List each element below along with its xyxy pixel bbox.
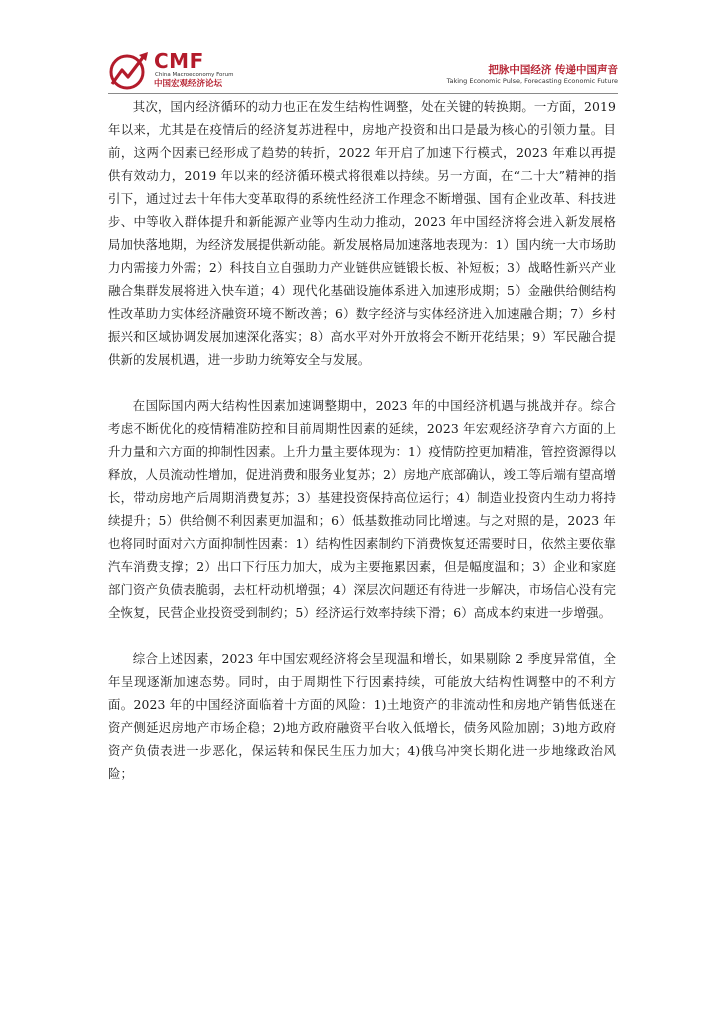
paragraph-2: 在国际国内两大结构性因素加速调整期中，2023 年的中国经济机遇与挑战并存。综合考虑不断优化的疫情精准防控和目前周期性因素的延续，2023 年宏观经济孕育六方面的上升力量和六方面的抑制性因素。上升力量主要体现为：1）疫情防控更加精准，管控资源得以释放，人员流动性增加，促进消费和服务业复苏；2）房地产底部确认，竣工等后端有望高增长，带动房地产后周期消费复苏；3）基建投资保持高位运行；4）制造业投资内生动力将持续提升；5）供给侧不利因素更加温和；6）低基数推动同比增速。与之对照的是，2023 年也将同时面对六方面抑制性因素：1）结构性因素制约下消费恢复还需要时日，依然主要依靠汽车消费支撑；2）出口下行压力加大，成为主要拖累因素，但是幅度温和；3）企业和家庭部门资产负债表脆弱，去杠杆动机增强；4）深层次问题还有待进一步解决，市场信心没有完全恢复，民营企业投资受到制约；5）经济运行效率持续下滑；6）高成本约束进一步增强。 <box>108 398 616 620</box>
logo-text: CMF <box>154 49 204 73</box>
header-slogan <box>447 64 618 86</box>
paragraph-3: 综合上述因素，2023 年中国宏观经济将会呈现温和增长，如果剔除 2 季度异常值，全年呈现逐渐加速态势。同时，由于周期性下行因素持续，可能放大结构性调整中的不利方面。2023 年的中国经济面临着十方面的风险：1)土地资产的非流动性和房地产销售低迷在资产侧延迟房地产市场企稳；2)地方政府融资平台收入低增长，债务风险加剧；3)地方政府资产负债表进一步恶化，保运转和保民生压力加大；4)俄乌冲突长期化进一步地缘政治风险； <box>108 651 616 781</box>
cmf-logo-mark-icon <box>108 50 150 90</box>
paragraph-1: 其次，国内经济循环的动力也正在发生结构性调整，处在关键的转换期。一方面，2019年以来，尤其是在疫情后的经济复苏进程中，房地产投资和出口是最为核心的引领力量。目前，这两个因素已经形成了趋势的转折，2022 年开启了加速下行模式，2023 年难以再提供有效动力，2019 年以来的经济循环模式将很难以持续。另一方面，在“二十大”精神的指引下，通过过去十年伟大变革取得的系统性经济工作理念不断增强、国有企业改革、科技进步、中等收入群体提升和新能源产业等内生动力推动，2023 年中国经济将会进入新发展格局加快落地期，为经济发展提供新动能。新发展格局加速落地表现为：1）国内统一大市场助力内需接力外需；2）科技自立自强助力产业链供应链锻长板、补短板；3）战略性新兴产业融合集群发展将进入快车道；4）现代化基础设施体系进入加速形成期；5）金融供给侧结构性改革助力实体经济融资环境不断改善；6）数字经济与实体经济进入加速融合期；7）乡村振兴和区域协调发展加速深化落实；8）高水平对外开放将会不断开花结果；9）军民融合提供新的发展机遇，进一步助力统筹安全与发展。 <box>108 99 616 367</box>
cmf-logo <box>108 48 238 92</box>
logo-subtitle-cn: 中国宏观经济论坛 <box>154 79 223 89</box>
header-divider <box>108 93 618 94</box>
page-header <box>108 48 618 96</box>
slogan-cn: 把脉中国经济 传递中国声音 <box>488 64 618 76</box>
slogan-en: Taking Economic Pulse, Forecasting Economic Future <box>446 77 618 85</box>
document-body <box>108 95 616 785</box>
logo-subtitle-en: China Macroeconomy Forum <box>155 72 234 78</box>
